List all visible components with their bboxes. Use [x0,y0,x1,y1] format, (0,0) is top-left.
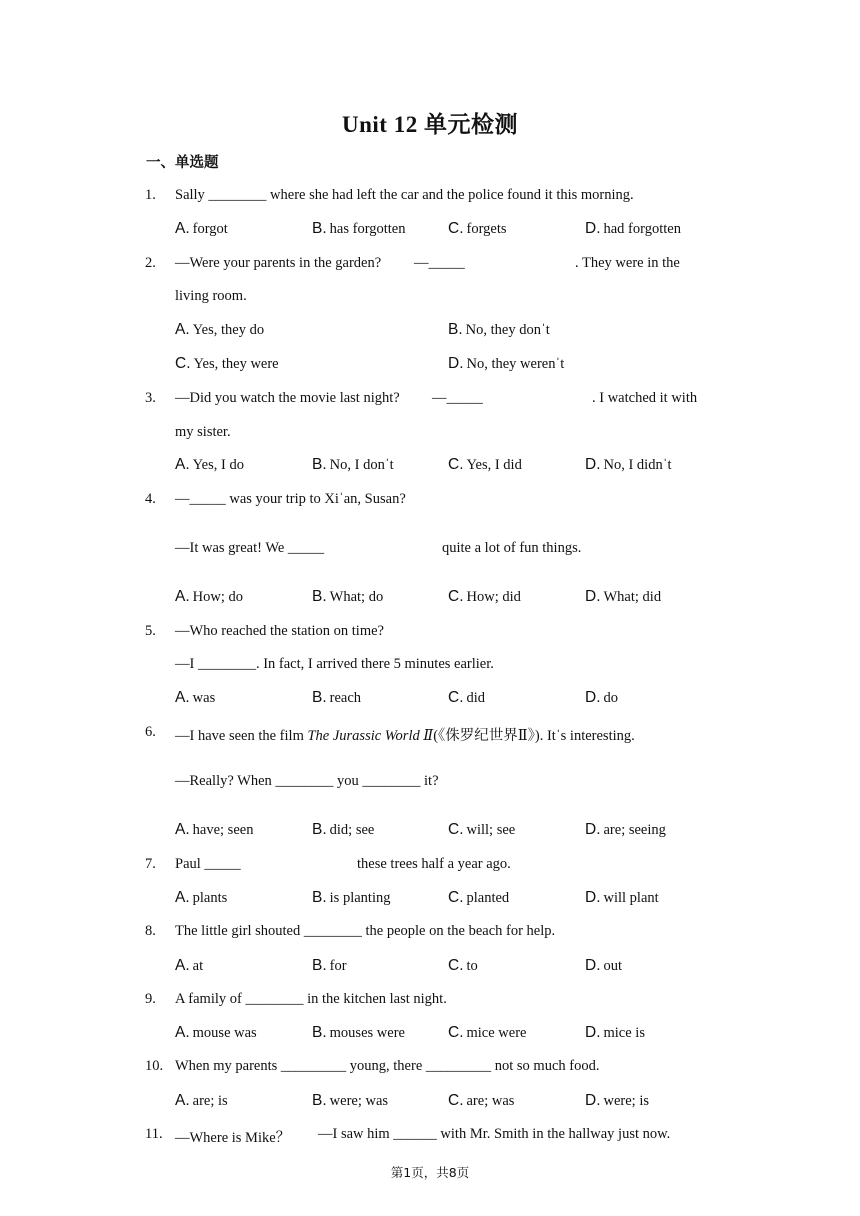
option-c[interactable]: C. mice were [448,1024,527,1041]
option-b[interactable]: B. is planting [312,889,391,906]
option-c[interactable]: C. Yes, they were [175,355,279,372]
option-d[interactable]: D. No, I didnˈt [585,456,672,473]
option-a[interactable]: A. have; seen [175,821,254,838]
option-c[interactable]: C. to [448,957,478,974]
question-text: quite a lot of fun things. [442,540,582,556]
option-b[interactable]: B. did; see [312,821,375,838]
option-a[interactable]: A. was [175,689,216,706]
answer-blank: —_____ [414,255,465,271]
question-number: 1. [145,187,156,203]
option-d[interactable]: D. were; is [585,1092,649,1109]
film-title: The Jurassic World Ⅱ [307,728,434,744]
option-b[interactable]: B. What; do [312,588,384,605]
question-text: my sister. [175,424,231,440]
question-text: . I watched it with [592,390,698,406]
option-d[interactable]: D. What; did [585,588,662,605]
option-d[interactable]: D. No, they werenˈt [448,355,565,372]
question-number: 9. [145,991,156,1007]
option-a[interactable]: A. are; is [175,1092,228,1109]
question-text: A family of ________ in the kitchen last night. [175,991,447,1007]
option-a[interactable]: A. Yes, I do [175,456,244,473]
page-title: Unit 12 单元检测 [342,112,518,137]
option-b[interactable]: B. has forgotten [312,220,406,237]
question-text: —_____ was your trip to Xiˈan, Susan? [175,491,406,507]
question-text: —Really? When ________ you ________ it? [175,773,439,789]
option-b[interactable]: B. reach [312,689,362,706]
option-d[interactable]: D. will plant [585,889,659,906]
question-number: 5. [145,623,156,639]
page-footer: 第1页，共8页 [390,1165,470,1180]
option-b[interactable]: B. were; was [312,1092,389,1109]
question-number: 6. [145,724,156,740]
option-b[interactable]: B. No, I donˈt [312,456,394,473]
option-a[interactable]: A. forgot [175,220,228,237]
option-a[interactable]: A. Yes, they do [175,321,265,338]
option-c[interactable]: C. forgets [448,220,507,237]
option-c[interactable]: C. Yes, I did [448,456,522,473]
question-number: 11. [145,1126,163,1142]
option-c[interactable]: C. planted [448,889,510,906]
question-text: these trees half a year ago. [357,856,511,872]
question-number: 2. [145,255,156,271]
option-a[interactable]: A. How; do [175,588,244,605]
question-text: When my parents _________ young, there _________ not so much food. [175,1058,600,1074]
option-d[interactable]: D. had forgotten [585,220,681,237]
question-text: Paul _____ [175,856,241,872]
question-number: 4. [145,491,156,507]
option-d[interactable]: D. do [585,689,618,706]
question-text: The little girl shouted ________ the people on the beach for help. [175,923,556,939]
option-b[interactable]: B. for [312,957,347,974]
section-heading: 一、单选题 [146,155,219,171]
option-b[interactable]: B. mouses were [312,1024,405,1041]
question-text: —I saw him ______ with Mr. Smith in the hallway just now. [318,1126,671,1142]
question-text: —Who reached the station on time? [175,623,384,639]
question-text: Sally ________ where she had left the car and the police found it this morning. [175,187,634,203]
option-d[interactable]: D. mice is [585,1024,645,1041]
question-text: living room. [175,288,247,304]
question-text: —I ________. In fact, I arrived there 5 minutes earlier. [175,656,494,672]
question-text: —Did you watch the movie last night? [175,390,400,406]
option-c[interactable]: C. How; did [448,588,521,605]
answer-blank: —_____ [432,390,483,406]
option-a[interactable]: A. at [175,957,204,974]
option-c[interactable]: C. are; was [448,1092,515,1109]
question-text: —I have seen the film The Jurassic World Ⅱ(《侏罗纪世界Ⅱ》). Itˈs interesting. [175,728,635,744]
option-d[interactable]: D. are; seeing [585,821,666,838]
question-number: 10. [145,1058,164,1074]
question-text: . They were in the [575,255,680,271]
option-b[interactable]: B. No, they donˈt [448,321,550,338]
option-a[interactable]: A. mouse was [175,1024,257,1041]
option-a[interactable]: A. plants [175,889,228,906]
question-number: 3. [145,390,156,406]
option-c[interactable]: C. will; see [448,821,516,838]
option-d[interactable]: D. out [585,957,623,974]
question-text: —Were your parents in the garden? [175,255,382,271]
option-c[interactable]: C. did [448,689,486,706]
question-number: 7. [145,856,156,872]
question-text: —It was great! We _____ [175,540,325,556]
question-text: —Where is Mike？ [175,1130,291,1146]
question-number: 8. [145,923,156,939]
